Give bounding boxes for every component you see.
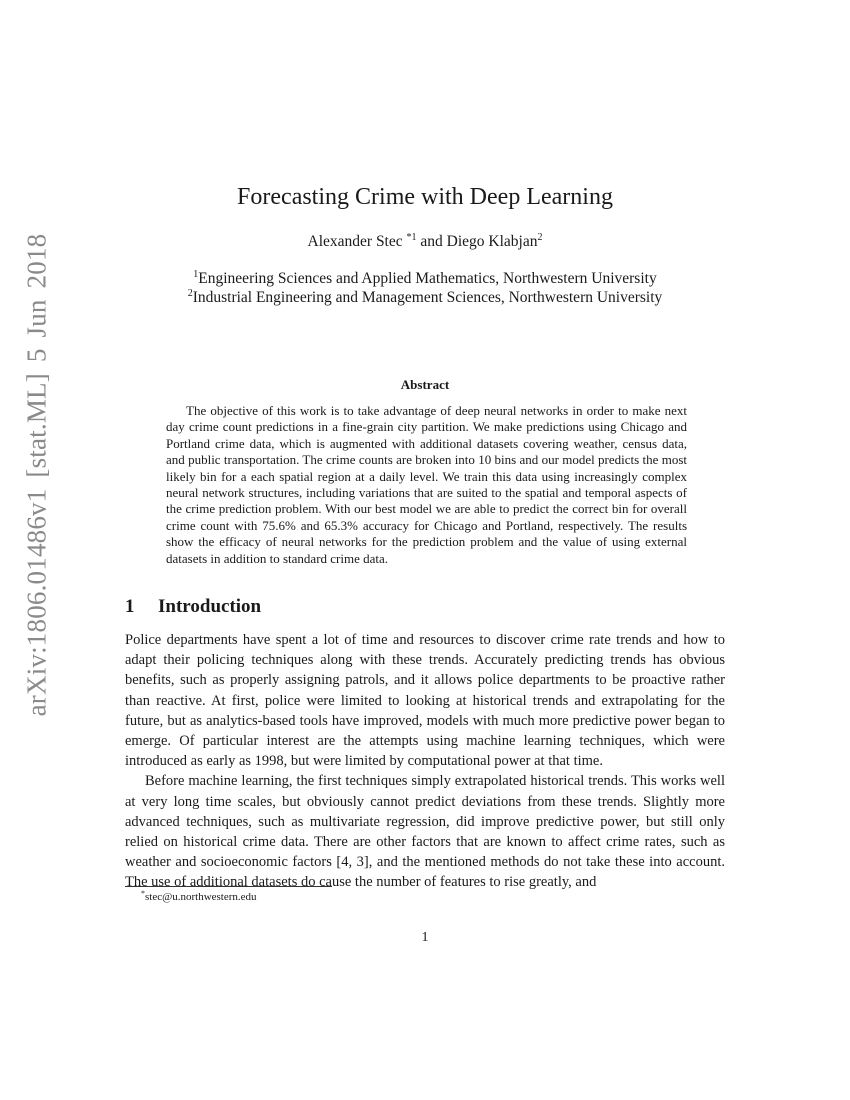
abstract-heading: Abstract — [400, 377, 450, 392]
author-name: Diego Klabjan — [446, 233, 538, 250]
affiliation-text: Industrial Engineering and Management Sciences, Northwestern University — [192, 289, 663, 306]
section-heading-introduction — [125, 596, 261, 618]
author-affiliation-mark: *1 — [406, 232, 417, 243]
introduction-body — [125, 630, 725, 893]
page-number: 1 — [421, 930, 429, 945]
footnote-email: stec@u.northwestern.edu — [145, 891, 257, 903]
arxiv-identifier-text: arXiv:1806.01486v1 [stat.ML] 5 Jun 2018 — [21, 233, 52, 717]
footnote — [141, 891, 257, 903]
affiliation — [0, 289, 850, 307]
author-name: Alexander Stec — [307, 233, 403, 250]
paper-title: Forecasting Crime with Deep Learning — [237, 184, 613, 210]
author-list — [0, 233, 850, 251]
author-affiliation-mark: 2 — [537, 232, 543, 243]
affiliation-mark: 1 — [193, 269, 199, 280]
section-number: 1 — [125, 596, 135, 617]
abstract-body: The objective of this work is to take advantage of deep neural networks in order to make next day crime count predictions in a fine-grain city partition. We make predictions using Chicago and Portland crime data, which is augmented with additional datasets covering weather, census data, and public transportation. The crime counts are broken into 10 bins and our model predicts the most likely bin for a each spatial region at a daily level. We train this data using increasingly complex neural network structures, including variations that are suited to the spatial and temporal aspects of the crime prediction problem. With our best model we are able to predict the correct bin for overall crime count with 75.6% and 65.3% accuracy for Chicago and Portland, respectively. The results show the efficacy of neural networks for the prediction problem and the value of using external datasets in addition to standard crime data. — [166, 403, 687, 566]
affiliation-text: Engineering Sciences and Applied Mathematics, Northwestern University — [198, 270, 657, 287]
footnote-divider — [125, 886, 332, 887]
body-paragraph: Before machine learning, the first techniques simply extrapolated historical trends. This works well at very long time scales, but obviously cannot predict deviations from these trends. Slightly more advanced techniques, such as multivariate regression, did improve predictive power, but still only relied on historical crime data. There are other factors that are known to affect crime rates, such as weather and socioeconomic factors [4, 3], and the mentioned methods do not take these into account. The use of additional datasets do cause the number of features to rise greatly, and — [125, 773, 725, 891]
section-title: Introduction — [158, 596, 262, 617]
body-paragraph: Police departments have spent a lot of time and resources to discover crime rate trends and how to adapt their policing techniques along with these trends. Accurately predicting trends has obvious benefits, such as properly assigning patrols, and it allows police departments to be proactive rather than reactive. At first, police were limited to looking at historical trends and extrapolating for the future, but as analytics-based tools have improved, models with much more predictive power began to emerge. Of particular interest are the attempts using machine learning techniques, which were introduced as early as 1998, but were limited by computational power at that time. — [125, 632, 725, 770]
affiliation — [0, 270, 850, 288]
affiliation-mark: 2 — [187, 288, 193, 299]
author-separator: and — [420, 233, 443, 250]
footnote-mark: * — [141, 889, 145, 898]
